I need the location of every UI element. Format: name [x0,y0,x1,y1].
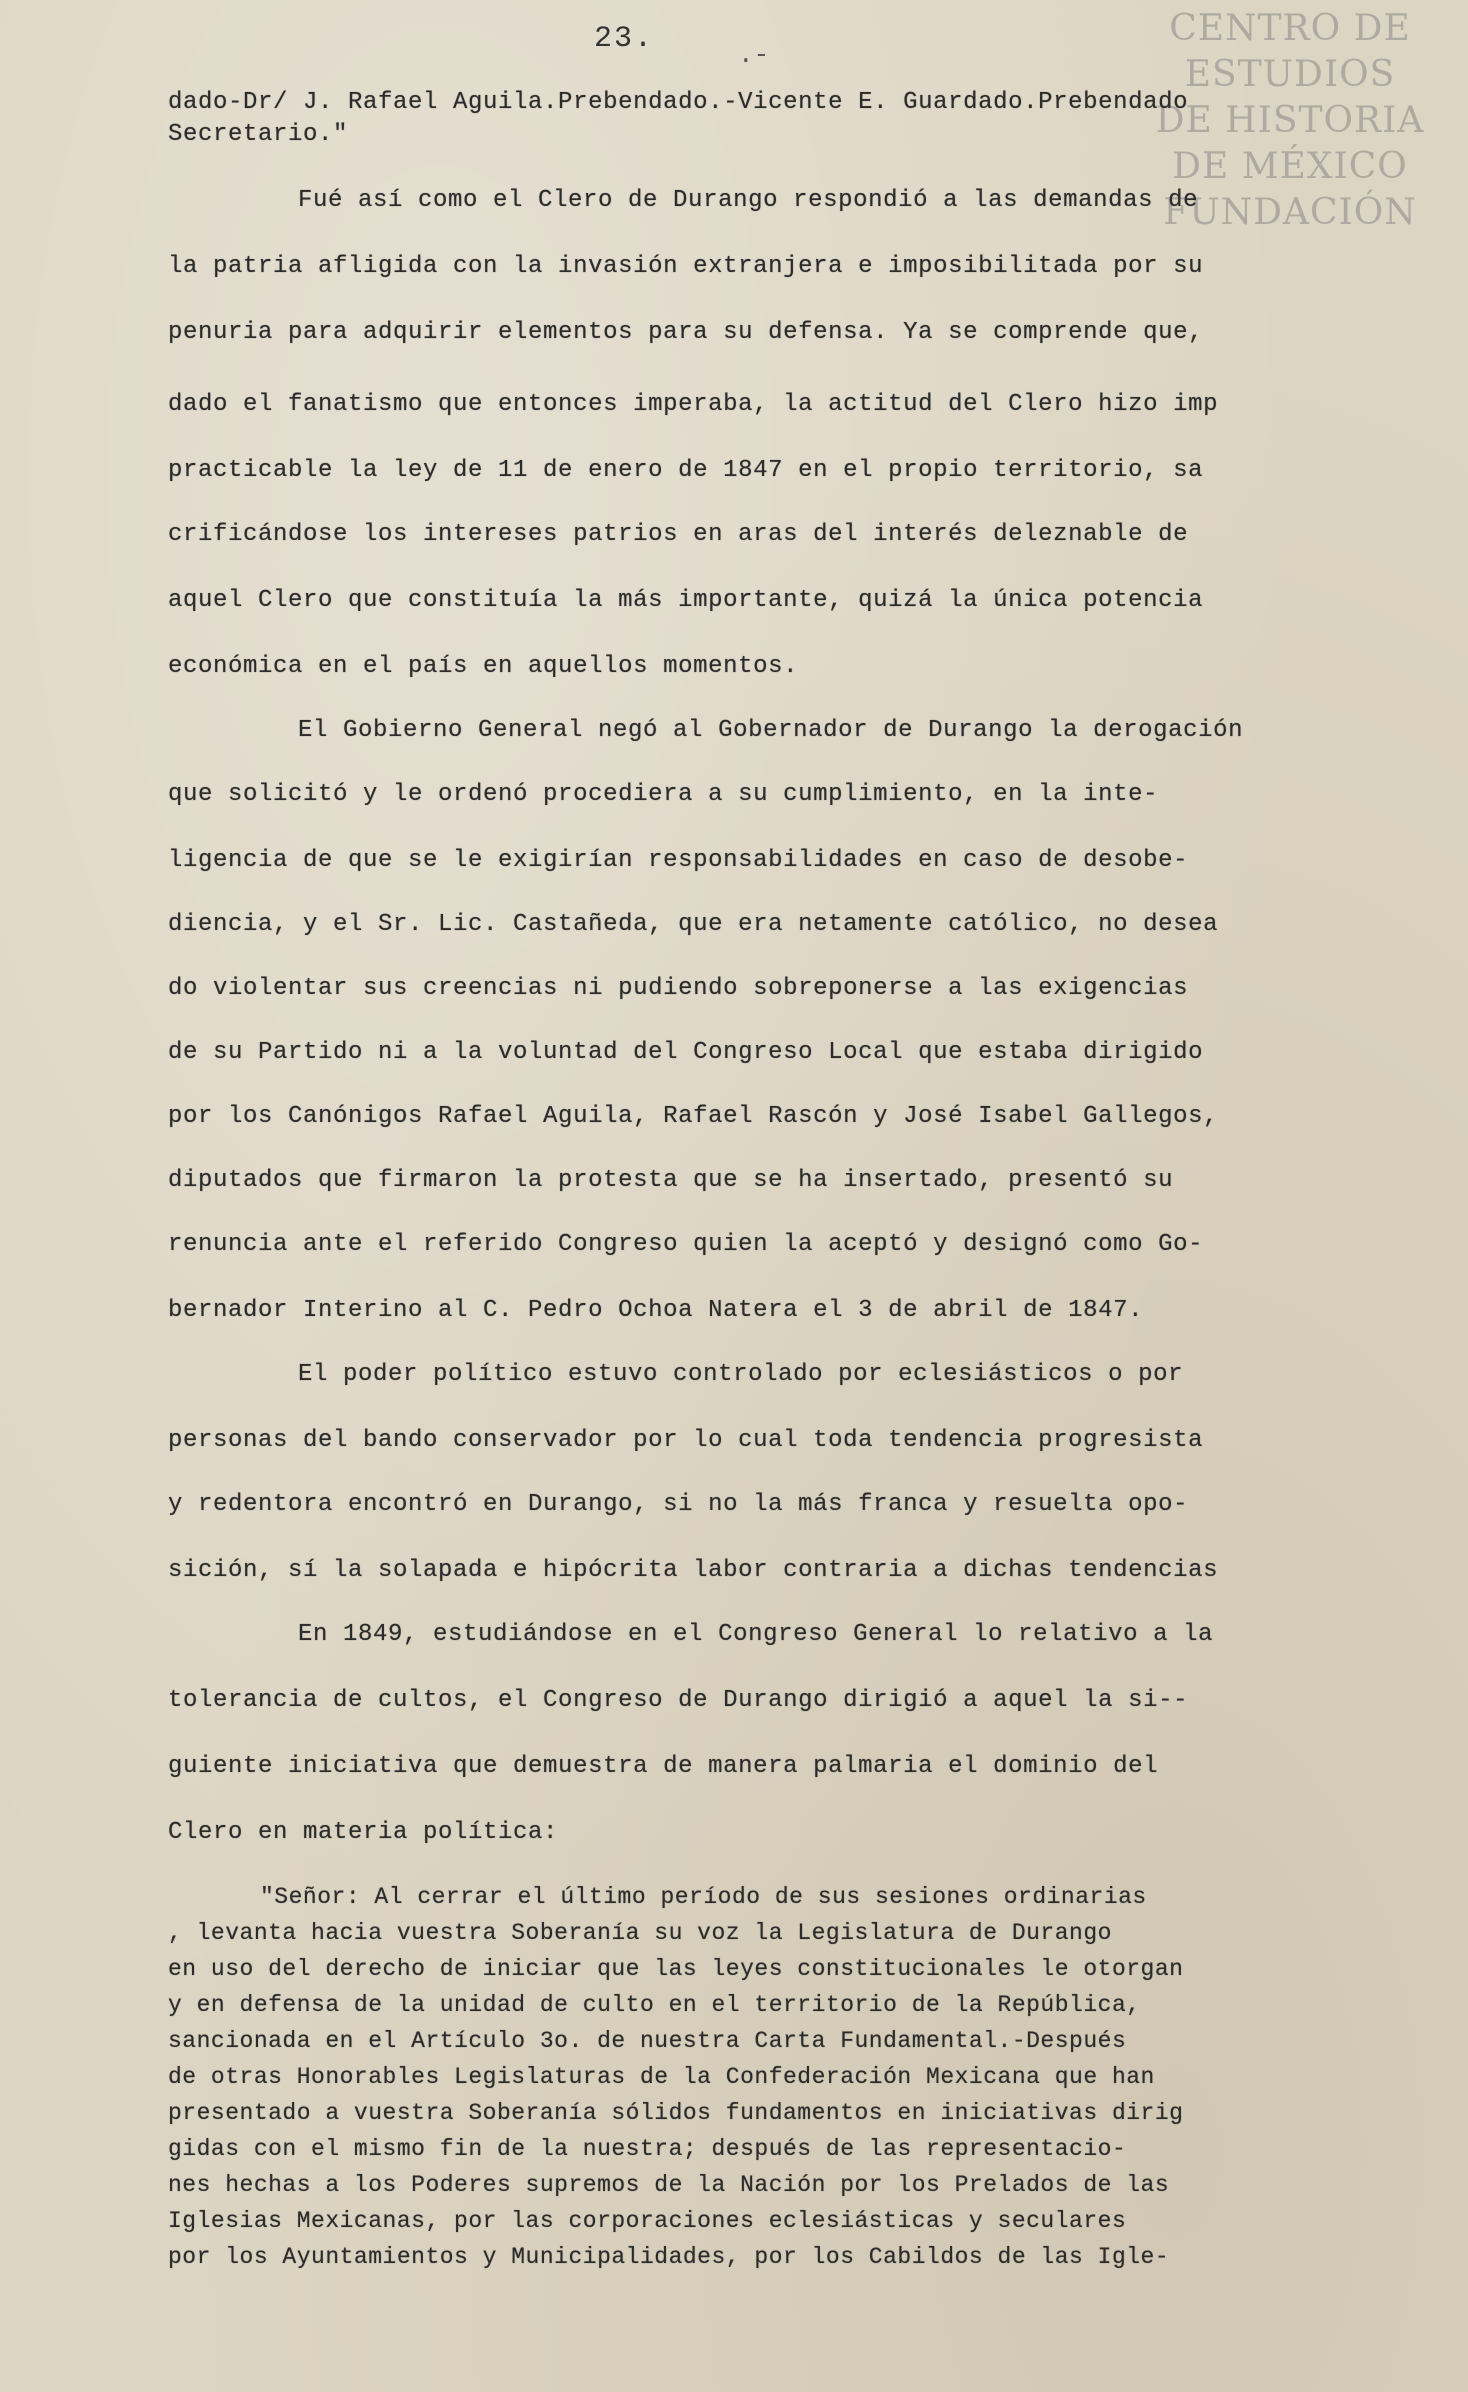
text-line: sición, sí la solapada e hipócrita labor contraria a dichas tendencias [168,1557,1219,1584]
text-line: , levanta hacia vuestra Soberanía su voz la Legislatura de Durango [168,1920,1112,1946]
text-line: la patria afligida con la invasión extranjera e imposibilitada por su [168,253,1204,280]
text-line: El Gobierno General negó al Gobernador de Durango la derogación [298,717,1244,744]
page-number: 23. [594,22,655,56]
text-line: y redentora encontró en Durango, si no la más franca y resuelta opo- [168,1491,1189,1518]
text-line: nes hechas a los Poderes supremos de la Nación por los Prelados de las [168,2172,1170,2198]
text-line: aquel Clero que constituía la más importante, quizá la única potencia [168,587,1204,614]
text-line: penuria para adquirir elementos para su defensa. Ya se comprende que, [168,319,1204,346]
watermark-line: CENTRO DE [1169,8,1411,49]
text-line: Iglesias Mexicanas, por las corporaciones eclesiásticas y seculares [168,2208,1127,2234]
text-line: ligencia de que se le exigirían responsabilidades en caso de desobe- [168,847,1189,874]
text-line: por los Canónigos Rafael Aguila, Rafael Rascón y José Isabel Gallegos, [168,1103,1219,1130]
page-mark: .- [738,40,770,70]
text-line: practicable la ley de 11 de enero de 1847 en el propio territorio, sa [168,457,1204,484]
watermark-line: DE MÉXICO [1172,146,1408,187]
watermark-line: ESTUDIOS [1184,54,1396,95]
text-line: En 1849, estudiándose en el Congreso General lo relativo a la [298,1621,1214,1648]
text-line: que solicitó y le ordenó procediera a su cumplimiento, en la inte- [168,781,1159,808]
text-line: dado el fanatismo que entonces imperaba, la actitud del Clero hizo imp [168,391,1219,418]
text-line: de otras Honorables Legislaturas de la Confederación Mexicana que han [168,2064,1155,2090]
text-line: Fué así como el Clero de Durango respondió a las demandas de [298,187,1199,214]
text-line: y en defensa de la unidad de culto en el territorio de la República, [168,1992,1141,2018]
text-line: económica en el país en aquellos momentos. [168,653,799,680]
text-line: bernador Interino al C. Pedro Ochoa Natera el 3 de abril de 1847. [168,1297,1144,1324]
text-line: tolerancia de cultos, el Congreso de Durango dirigió a aquel la si-- [168,1687,1189,1714]
text-line: "Señor: Al cerrar el último período de sus sesiones ordinarias [260,1884,1147,1910]
text-line: guiente iniciativa que demuestra de manera palmaria el dominio del [168,1753,1159,1780]
text-line: renuncia ante el referido Congreso quien la aceptó y designó como Go- [168,1231,1204,1258]
text-line: crificándose los intereses patrios en aras del interés deleznable de [168,521,1189,548]
text-line: por los Ayuntamientos y Municipalidades, por los Cabildos de las Igle- [168,2244,1170,2270]
text-line: do violentar sus creencias ni pudiendo sobreponerse a las exigencias [168,975,1189,1002]
watermark-line: FUNDACIÓN [1163,192,1417,233]
text-line: Secretario." [168,121,349,148]
text-line: El poder político estuvo controlado por eclesiásticos o por [298,1361,1184,1388]
text-line: dado-Dr/ J. Rafael Aguila.Prebendado.-Vicente E. Guardado.Prebendado [168,89,1189,116]
text-line: diputados que firmaron la protesta que se ha insertado, presentó su [168,1167,1174,1194]
watermark-line: DE HISTORIA [1155,100,1425,141]
text-line: de su Partido ni a la voluntad del Congreso Local que estaba dirigido [168,1039,1204,1066]
text-line: sancionada en el Artículo 3o. de nuestra Carta Fundamental.-Después [168,2028,1127,2054]
text-line: gidas con el mismo fin de la nuestra; después de las representacio- [168,2136,1127,2162]
text-line: Clero en materia política: [168,1819,559,1846]
text-line: diencia, y el Sr. Lic. Castañeda, que era netamente católico, no desea [168,911,1219,938]
text-line: personas del bando conservador por lo cual toda tendencia progresista [168,1427,1204,1454]
text-line: en uso del derecho de iniciar que las leyes constitucionales le otorgan [168,1956,1184,1982]
text-line: presentado a vuestra Soberanía sólidos fundamentos en iniciativas dirig [168,2100,1184,2126]
